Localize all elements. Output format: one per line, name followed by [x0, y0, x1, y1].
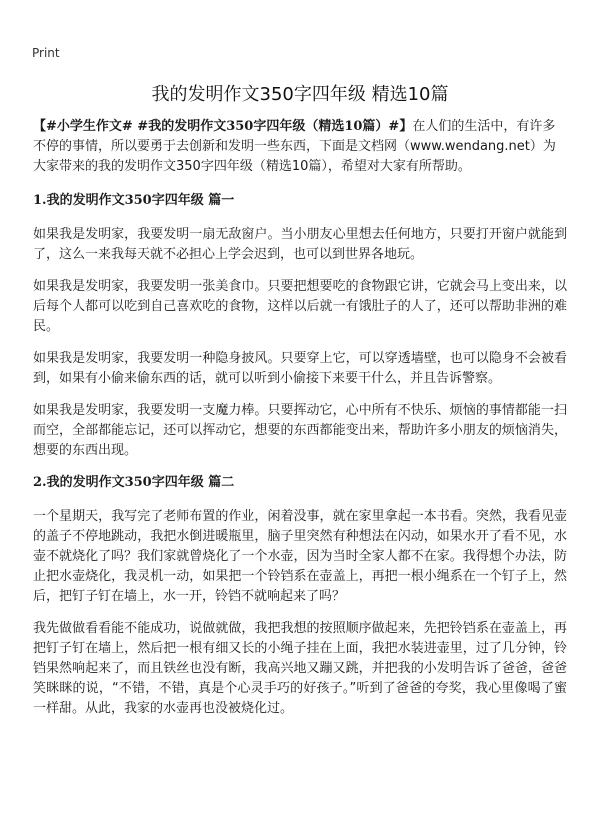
paragraph: 如果我是发明家，我要发明一种隐身披风。只要穿上它，可以穿透墙壁，也可以隐身不会被看到，如果有小偷来偷东西的话，就可以听到小偷接下来要干什么，并且告诉警察。: [33, 351, 567, 386]
section-heading: 2.我的发明作文350字四年级 篇二: [33, 475, 235, 490]
paragraph: 我先做做看看能不能成功，说做就做，我把我想的按照顺序做起来，先把铃铛系在壶盖上，再把钉子钉在墙上，然后把一根有细又长的小绳子挂在上面，我把水装进壶里，过了几分钟，铃铛果然响起来了，而且铁丝也没有断，我高兴地又蹦又跳，并把我的小发明告诉了爸爸，爸爸笑眯眯的说，“不错，不错，真是个心灵手巧的好孩子。”听到了爸爸的夸奖，我心里像喝了蜜一样甜。从此，我家的水壶再也没被烧化过。: [33, 621, 567, 716]
intro-tag-prefix: 【#小学生作文# #我的发明作文350字四年级（精选10篇）#】: [33, 119, 413, 134]
print-link[interactable]: Print: [32, 46, 60, 60]
paragraph: 如果我是发明家，我要发明一张美食巾。只要把想要吃的食物跟它讲，它就会马上变出来，以后每个人都可以吃到自己喜欢吃的食物，这样以后就一有饿肚子的人了，还可以帮助非洲的难民。: [33, 279, 567, 334]
page-title: 我的发明作文350字四年级 精选10篇: [151, 84, 449, 105]
intro-paragraph: [33, 117, 567, 177]
section-2: [33, 473, 567, 719]
section-heading: 1.我的发明作文350字四年级 篇一: [33, 193, 235, 208]
intro-text: 在人们的生活中，有许多不停的事情，所以要勇于去创新和发明一些东西，下面是文档网（www.wendang.net）为大家带来的我的发明作文350字四年级（精选10篇），希望对大家有所帮助。: [33, 119, 556, 174]
section-1: [33, 191, 567, 461]
paragraph: 如果我是发明家，我要发明一扇无敌窗户。当小朋友心里想去任何地方，只要打开窗户就能到了，这么一来我每天就不必担心上学会迟到，也可以到世界各地玩。: [33, 227, 567, 262]
paragraph: 如果我是发明家，我要发明一支魔力棒。只要挥动它，心中所有不快乐、烦恼的事情都能一扫而空，全部都能忘记，还可以挥动它，想要的东西都能变出来，帮助许多小朋友的烦恼消失，想要的东西出现。: [33, 403, 567, 458]
article-body: [33, 117, 567, 731]
paragraph: 一个星期天，我写完了老师布置的作业，闲着没事，就在家里拿起一本书看。突然，我看见壶的盖子不停地跳动，我把水倒进暖瓶里，脑子里突然有种想法在闪动，如果水开了看不见，水壶不就烧化了吗？我们家就曾烧化了一个水壶，因为当时全家人都不在家。我得想个办法，防止把水壶烧化，我灵机一动，如果把一个铃铛系在壶盖上，再把一根小绳系在一个钉子上，然后，把钉子钉在墙上，水一开，铃铛不就响起来了吗？: [33, 509, 567, 604]
